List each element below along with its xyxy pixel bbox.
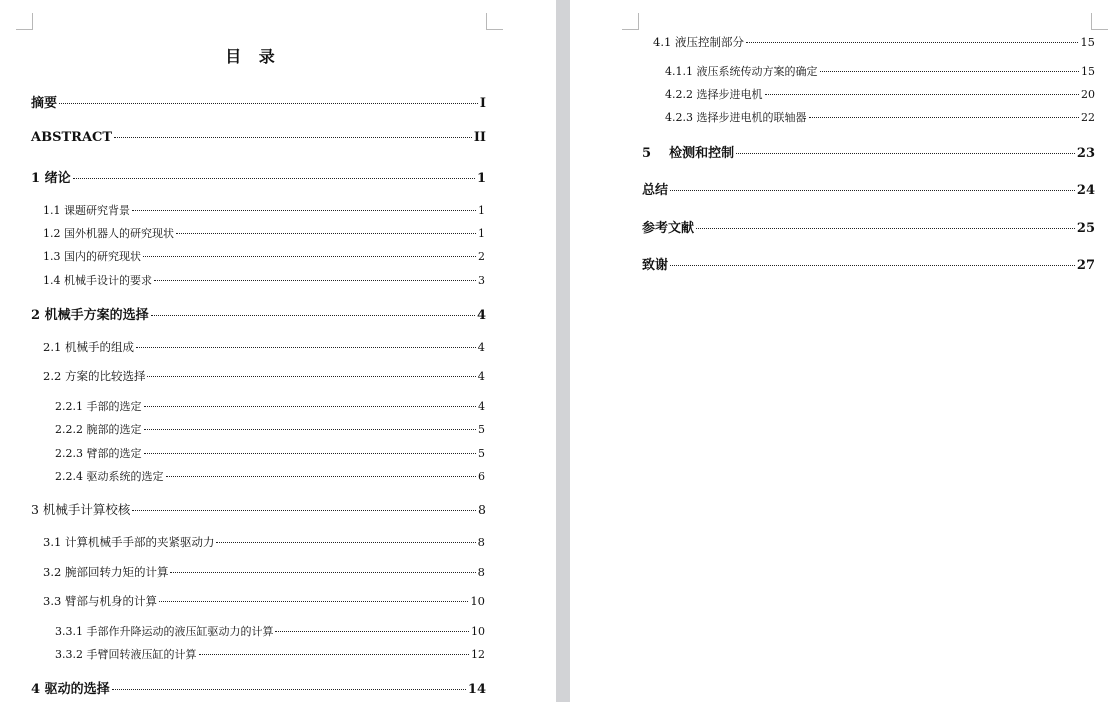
toc-entry-page: 10 [471,625,485,638]
toc-entry-text: 1.1 课题研究背景 [43,204,130,217]
toc-entry-page: 12 [471,648,485,661]
toc-entry-text: 总结 [642,183,669,198]
dot-leader [696,228,1075,229]
toc-entry-text: 参考文献 [642,221,695,236]
toc-entry[interactable] [31,167,486,186]
toc-entry[interactable] [31,678,486,697]
toc-entry-page: 15 [1080,35,1095,49]
crop-mark [16,13,33,30]
toc-entry-text: 2.2 方案的比较选择 [43,369,146,383]
toc-entry[interactable] [55,445,485,461]
toc-entry-page: 3 [478,274,485,287]
toc-entry[interactable] [55,623,485,639]
toc-entry[interactable] [665,86,1095,102]
toc-entry-page: 4 [477,340,485,354]
toc-entry-text: 3.3.1 手部作升降运动的液压缸驱动力的计算 [55,625,274,638]
dot-leader [132,510,476,511]
toc-entry-page: 23 [1076,146,1095,161]
dot-leader [59,103,478,104]
dot-leader [147,376,475,377]
toc-entry-page: 8 [477,535,485,549]
toc-entry-text: 2.2.3 臂部的选定 [55,447,142,460]
toc-entry[interactable] [642,142,1095,161]
toc-entry[interactable] [55,421,485,437]
crop-mark [622,13,639,30]
toc-entry-page: 4 [477,369,485,383]
toc-entry-text: 4 驱动的选择 [31,682,110,697]
document-page-right [570,0,1119,702]
toc-entry-page: 20 [1081,88,1095,101]
toc-entry[interactable] [43,202,485,218]
toc-entry-page: 4 [476,308,486,323]
dot-leader [159,601,468,602]
toc-entry-text: 1.3 国内的研究现状 [43,250,141,263]
toc-entry-page: 14 [467,682,486,697]
document-page-left [0,0,556,702]
dot-leader [73,178,475,179]
toc-entry-text: 1.4 机械手设计的要求 [43,274,152,287]
toc-entry-text: 3 机械手计算校核 [31,502,131,517]
dot-leader [154,280,476,281]
dot-leader [144,453,477,454]
toc-entry[interactable] [642,254,1095,273]
dot-leader [114,137,472,138]
toc-entry-text: 4.1 液压控制部分 [653,35,744,49]
dot-leader [144,429,477,430]
toc-entry-page: 5 [478,447,485,460]
toc-entry[interactable] [43,593,485,609]
toc-entry-text: 摘要 [31,96,58,111]
crop-mark [486,13,503,30]
toc-entry[interactable] [31,130,486,145]
toc-entry-text: 3.2 腕部回转力矩的计算 [43,565,169,579]
toc-entry-page: 6 [478,470,485,483]
toc-entry[interactable] [55,646,485,662]
dot-leader [112,689,466,690]
dot-leader [765,94,1080,95]
toc-entry-text: 2.2.4 驱动系统的选定 [55,470,164,483]
toc-entry[interactable] [55,468,485,484]
toc-entry-page: 25 [1076,221,1095,236]
toc-entry-text: 2.2.1 手部的选定 [55,400,142,413]
toc-entry-page: 27 [1076,258,1095,273]
toc-entry[interactable] [43,339,485,355]
toc-entry-page: 5 [478,423,485,436]
toc-entry[interactable] [642,179,1095,198]
toc-entry-page: 22 [1081,111,1095,124]
toc-entry-text: 4.2.3 选择步进电机的联轴器 [665,111,807,124]
dot-leader [670,190,1075,191]
toc-entry[interactable] [43,534,485,550]
dot-leader [132,210,476,211]
toc-entry-text: 4.1.1 液压系统传动方案的确定 [665,65,818,78]
dot-leader [166,476,477,477]
toc-entry[interactable] [665,63,1095,79]
toc-entry-page: 2 [478,250,485,263]
dot-leader [199,654,470,655]
toc-entry[interactable] [43,248,485,264]
dot-leader [216,542,475,543]
dot-leader [809,117,1080,118]
toc-entry[interactable] [31,304,486,323]
dot-leader [170,572,475,573]
dot-leader [136,347,476,348]
toc-entry-page: 15 [1081,65,1095,78]
toc-entry-page: I [479,96,486,111]
dot-leader [151,315,475,316]
toc-entry-text: 2 机械手方案的选择 [31,308,149,323]
dot-leader [820,71,1080,72]
toc-entry[interactable] [642,217,1095,236]
toc-entry-text: 1 绪论 [31,171,71,186]
dot-leader [275,631,469,632]
dot-leader [176,233,476,234]
toc-entry-text: 3.1 计算机械手手部的夹紧驱动力 [43,535,215,549]
toc-entry-text: 2.1 机械手的组成 [43,340,134,354]
toc-entry-text: 2.2.2 腕部的选定 [55,423,142,436]
toc-entry-page: 1 [478,227,485,240]
toc-entry-text: ABSTRACT [31,130,113,145]
toc-entry-text: 致谢 [642,258,669,273]
toc-entry-text: 4.2.2 选择步进电机 [665,88,763,101]
toc-entry-page: 24 [1076,183,1095,198]
toc-entry[interactable] [31,500,486,518]
dot-leader [736,153,1075,154]
toc-entry-page: II [473,130,486,145]
page-separator [556,0,570,702]
dot-leader [670,265,1075,266]
dot-leader [143,256,476,257]
toc-entry[interactable] [43,225,485,241]
dot-leader [144,406,477,407]
dot-leader [746,42,1078,43]
toc-entry-text: 3.3 臂部与机身的计算 [43,594,157,608]
toc-entry[interactable] [43,564,485,580]
toc-entry-page: 1 [476,171,486,186]
toc-entry[interactable] [653,34,1095,50]
toc-entry-page: 1 [478,204,485,217]
toc-entry[interactable] [43,272,485,288]
crop-mark [1091,13,1108,30]
toc-entry[interactable] [55,398,485,414]
toc-entry-page: 8 [477,565,485,579]
toc-title: 目 录 [225,47,281,66]
toc-entry[interactable] [665,109,1095,125]
toc-entry-text: 5 检测和控制 [642,146,735,161]
toc-entry-text: 1.2 国外机器人的研究现状 [43,227,174,240]
toc-entry-page: 8 [478,502,486,517]
toc-entry-page: 10 [470,594,485,608]
toc-entry-text: 3.3.2 手臂回转液压缸的计算 [55,648,197,661]
toc-entry[interactable] [31,92,486,111]
toc-entry-page: 4 [478,400,485,413]
toc-entry[interactable] [43,368,485,384]
